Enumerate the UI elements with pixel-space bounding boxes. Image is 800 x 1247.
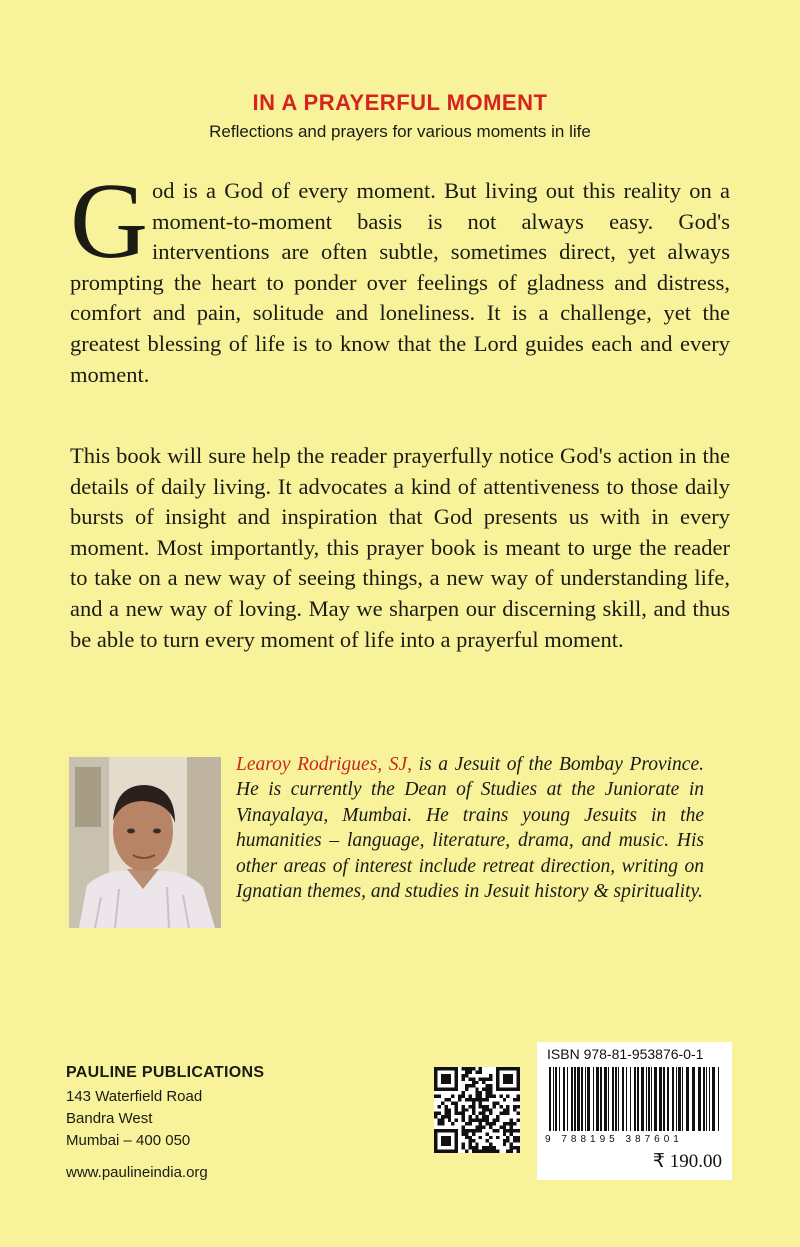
publisher-address-line-3: Mumbai – 400 050: [66, 1132, 191, 1149]
publisher-website: www.paulineindia.org: [66, 1164, 208, 1181]
book-subtitle: Reflections and prayers for various moments in life: [209, 122, 591, 141]
book-title: IN A PRAYERFUL MOMENT: [252, 90, 548, 115]
barcode: [549, 1067, 724, 1131]
author-photo: [69, 757, 221, 928]
barcode-box: [537, 1042, 732, 1180]
publisher-block: [66, 1062, 264, 1184]
drop-cap: G: [70, 162, 148, 281]
publisher-address-line-2: Bandra West: [66, 1110, 153, 1127]
publisher-address-line-1: 143 Waterfield Road: [66, 1088, 203, 1105]
barcode-digits: 9 788195 387601: [545, 1134, 683, 1145]
qr-code: [434, 1067, 520, 1153]
blurb-paragraph-2: This book will sure help the reader prayerfully notice God's action in the details of daily living. It advocates a kind of attentiveness to those daily bursts of insight and inspiration that God presents us with in every moment. Most importantly, this prayer book is meant to urge the reader to take on a new way of seeing things, a new way of understanding life, and a new way of loving. May we sharpen our discerning skill, and thus be able to turn every moment of life into a prayerful moment.: [70, 443, 730, 652]
blurb-paragraph-1: [70, 162, 730, 390]
publisher-name: PAULINE PUBLICATIONS: [66, 1064, 265, 1081]
blurb-paragraph-1-text: od is a God of every moment. But living out this reality on a moment-to-moment basis is not always easy. God's interventions are often subtle, sometimes direct, yet always prompting the heart to ponder over feelings of gladness and distress, comfort and pain, solitude and loneliness. It is a challenge, yet the greatest blessing of life is to know that the Lord guides each and every moment.: [70, 178, 730, 387]
author-name: Learoy Rodrigues, SJ,: [236, 754, 413, 775]
isbn-label: ISBN 978-81-953876-0-1: [547, 1046, 704, 1062]
price-label: ₹ 190.00: [652, 1151, 722, 1172]
author-bio: [236, 752, 704, 904]
author-bio-text: is a Jesuit of the Bombay Province. He is currently the Dean of Studies at the Juniorate in Vinayalaya, Mumbai. He trains young Jesuits in the humanities – language, literature, drama, and music. His other areas of interest include retreat direction, writing on Ignatian themes, and studies in Jesuit history & spirituality.: [236, 754, 704, 903]
